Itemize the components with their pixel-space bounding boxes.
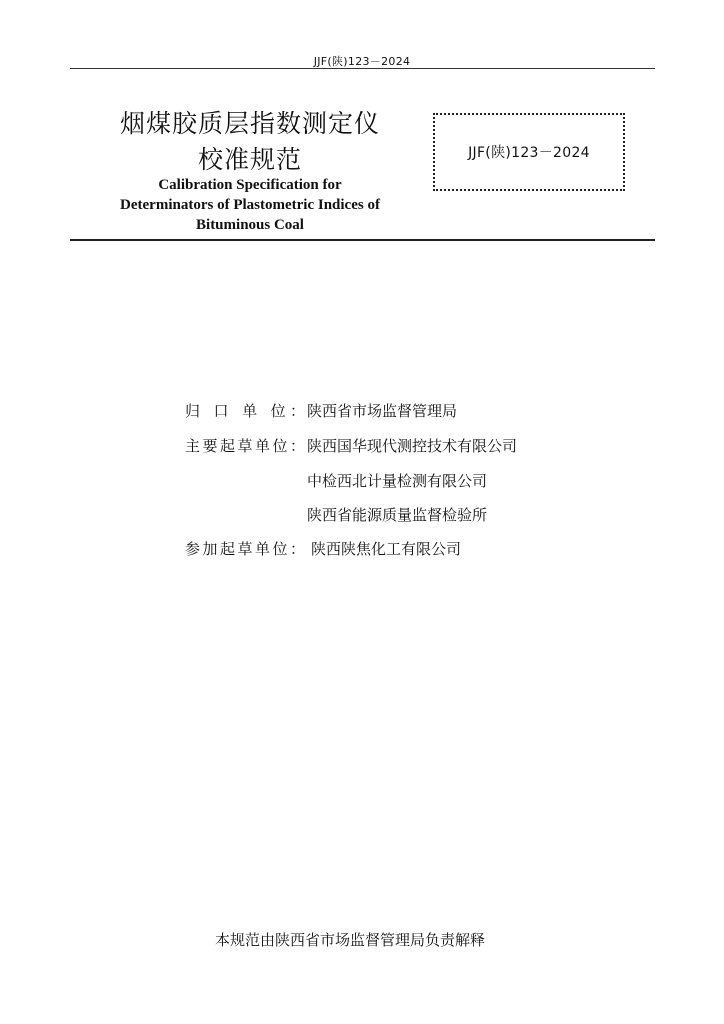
responsible-unit-row bbox=[185, 401, 457, 421]
responsible-unit-value: 陕西省市场监督管理局 bbox=[307, 402, 458, 420]
main-drafting-unit-value-3: 陕西省能源质量监督检验所 bbox=[307, 506, 488, 524]
title-divider bbox=[70, 239, 655, 241]
participating-unit-label: 参加起草单位： bbox=[185, 540, 305, 558]
main-drafting-unit-row bbox=[185, 436, 517, 456]
participating-unit-row bbox=[185, 539, 461, 559]
main-drafting-unit-value-1: 陕西国华现代测控技术有限公司 bbox=[307, 437, 518, 455]
responsible-unit-label: 归 口 单 位： bbox=[185, 402, 305, 420]
header-standard-code: JJF(陕)123－2024 bbox=[313, 55, 411, 68]
title-chinese-line-2: 校准规范 bbox=[197, 145, 302, 174]
main-drafting-unit-value-2: 中检西北计量检测有限公司 bbox=[307, 472, 488, 490]
title-english bbox=[90, 175, 410, 235]
main-drafting-unit-row-3 bbox=[185, 505, 487, 525]
main-drafting-unit-row-2 bbox=[185, 471, 487, 491]
main-drafting-unit-label: 主要起草单位： bbox=[185, 437, 305, 455]
interpretation-note: 本规范由陕西省市场监督管理局负责解释 bbox=[214, 931, 485, 949]
participating-unit-value: 陕西陕焦化工有限公司 bbox=[311, 540, 462, 558]
standard-code-box bbox=[433, 113, 625, 191]
standard-code-box-text: JJF(陕)123－2024 bbox=[468, 145, 590, 161]
title-english-line-3: Bituminous Coal bbox=[196, 217, 304, 233]
title-chinese-line-1: 烟煤胶质层指数测定仪 bbox=[119, 109, 380, 138]
title-english-line-1: Calibration Specification for bbox=[158, 177, 342, 193]
title-english-line-2: Determinators of Plastometric Indices of bbox=[120, 197, 380, 213]
header-divider bbox=[70, 68, 655, 69]
